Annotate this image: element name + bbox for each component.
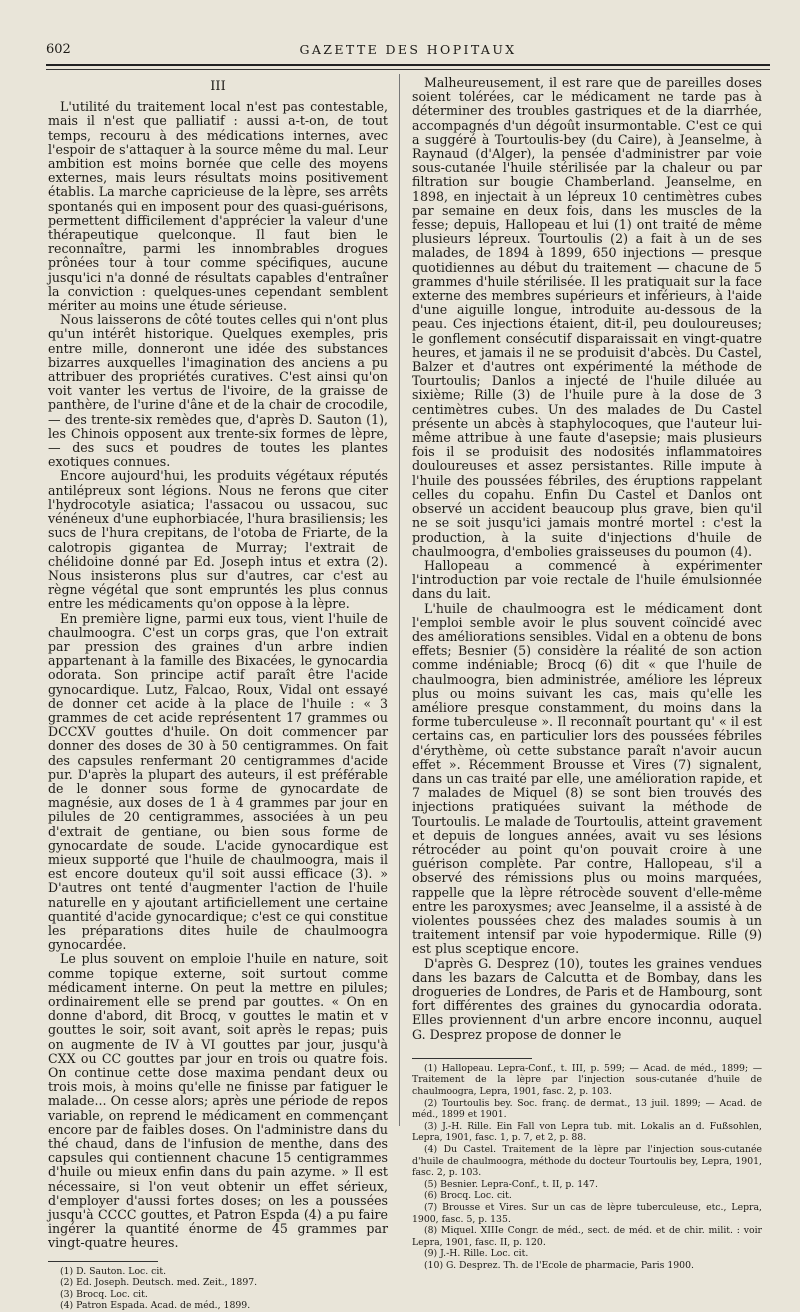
paragraph: Nous laisserons de côté toutes celles qui n'ont plus qu'un intérêt historique. Quelques exemples, pris entre mille, donneront une idée des substances bizarres auxquelles l'imagination des anciens a pu attribuer des propriétés curatives. C'est ainsi qu'on voit vanter les vertus de l'ivoire, de la graisse de panthère, de l'urine d'âne et de la chair de crocodile, — des trente-six remèdes que, d'après D. Sauton (1), les Chinois opposent aux trente-six formes de lèpre, — des sucs et poudres de toutes les plantes exotiques connues. [48, 312, 388, 470]
paragraph: Hallopeau a commencé à expérimenter l'introduction par voie rectale de l'huile émulsionnée dans du lait. [412, 557, 762, 602]
left-column [48, 76, 388, 1312]
footnote: (2) Ed. Joseph. Deutsch. med. Zeit., 1897. [60, 1277, 258, 1289]
section-heading: III [210, 79, 226, 94]
footnote: (1) Hallopeau. Lepra-Conf., t. III, p. 599; — Acad. de méd., 1899; — Traitement de la lèpre par l'injection sous-cutanée d'huile de chaulmoogra, Lepra, 1901, fasc. 2, p. 103. [412, 1062, 762, 1097]
footnote: (10) G. Desprez. Th. de l'Ecole de pharmacie, Paris 1900. [424, 1259, 694, 1271]
footnote: (7) Brousse et Vires. Sur un cas de lèpre tuberculeuse, etc., Lepra, 1900, fasc. 5, p. 135. [412, 1201, 762, 1225]
paragraph: Malheureusement, il est rare que de pareilles doses soient tolérées, car le médicament ne tarde pas à déterminer des troubles gastriques et de la diarrhée, accompagnés d'un dégoût insurmontable. C'est ce qui a suggéré à Tourtoulis-bey (du Caire), à Jeanselme, à Raynaud (d'Alger), la pensée d'administrer par voie sous-cutanée l'huile stérilisée par la chaleur ou par filtration sur bougie Chamberland. Jeanselme, en 1898, en injectait à un lépreux 10 centimètres cubes par semaine en deux fois, dans les muscles de la fesse; depuis, Hallopeau et lui (1) ont traité de même plusieurs lépreux. Tourtoulis (2) a fait à un de ses malades, de 1894 à 1899, 650 injections — presque quotidiennes au début du traitement — chacune de 5 grammes d'huile stérilisée. Il les pratiquait sur la face externe des membres supérieurs et inférieurs, à l'aide d'une aiguille longue, introduite au-dessous de la peau. Ces injections étaient, dit-il, peu douloureuses; le gonflement consécutif disparaissait en vingt-quatre heures, et jamais il ne se produisit d'abcès. Du Castel, Balzer et d'autres ont expérimenté la méthode de Tourtoulis; Danlos a injecté de l'huile diluée au sixième; Rille (3) de l'huile pure à la dose de 3 centimètres cubes. Un des malades de Du Castel présente un abcès à staphylocoques, que l'auteur lui-même attribue à une faute d'asepsie; mais plusieurs fois il se produisit des nodosités inflammatoires douloureuses et assez persistantes. Rille impute à l'huile des poussées fébriles, des éruptions rappelant celles du copahu. Enfin Du Castel et Danlos ont observé un accident beaucoup plus grave, bien qu'il ne se soit jusqu'ici jamais montré mortel : c'est la production, à la suite d'injections d'huile de chaulmoogra, d'embolies graisseuses du poumon (4). [412, 75, 762, 559]
page-number: 602 [46, 42, 71, 57]
paragraph: Encore aujourd'hui, les produits végétaux réputés antilépreux sont légions. Nous ne ferons que citer l'hydrocotyle asiatica; l'assacou ou ussacou, suc vénéneux d'une euphorbiacée, l'hura brasiliensis; les sucs de l'hura crepitans, de l'otoba de Friarte, de la calotropis gigantea de Murray; l'extrait de chélidoine donné par Ed. Joseph intus et extra (2). Nous insisterons plus sur d'autres, car c'est au règne végétal que sont empruntés les plus connus entre les médicaments qu'on oppose à la lèpre. [48, 468, 388, 612]
paragraph: En première ligne, parmi eux tous, vient l'huile de chaulmoogra. C'est un corps gras, que l'on extrait par pression des graines d'un arbre indien appartenant à la famille des Bixacées, le gynocardia odorata. Son principe actif paraît être l'acide gynocardique. Lutz, Falcao, Roux, Vidal ont essayé de donner cet acide à la place de l'huile : « 3 grammes de cet acide représentent 17 grammes ou DCCXV gouttes d'huile. On doit commencer par donner des doses de 30 à 50 centigrammes. On fait des capsules renfermant 20 centigrammes d'acide pur. D'après la plupart des auteurs, il est préférable de le donner sous forme de gynocardate de magnésie, aux doses de 1 à 4 grammes par jour en pilules de 20 centigrammes, associées à un peu d'extrait de gentiane, ou bien sous forme de gynocardate de soude. L'acide gynocardique est mieux supporté que l'huile de chaulmoogra, mais il est encore douteux qu'il soit aussi efficace (3). » D'autres ont tenté d'augmenter l'action de l'huile naturelle en y ajoutant artificiellement une certaine quantité d'acide gynocardique; c'est ce qui constitue les préparations dites huile de chaulmoogra gynocardée. [48, 610, 388, 953]
footnote: (3) J.-H. Rille. Ein Fall von Lepra tub. mit. Lokalis an d. Fußsohlen, Lepra, 1901, fasc. 1, p. 7, et 2, p. 88. [412, 1120, 762, 1144]
paragraph: D'après G. Desprez (10), toutes les graines vendues dans les bazars de Calcutta et de Bombay, dans les drogueries de Londres, de Paris et de Hambourg, sont fort différentes des graines du gynocardia odorata. Elles proviennent d'un arbre encore inconnu, auquel G. Desprez propose de donner le [412, 955, 762, 1042]
footnote-rule [48, 1261, 158, 1262]
header-rule-thick [46, 64, 770, 66]
footnote: (8) Miquel. XIIIe Congr. de méd., sect. de méd. et de chir. milit. : voir Lepra, 1901, fasc. II, p. 120. [412, 1225, 762, 1248]
footnote: (9) J.-H. Rille. Loc. cit. [424, 1248, 529, 1260]
footnote: (6) Brocq. Loc. cit. [424, 1190, 512, 1202]
journal-title: GAZETTE DES HOPITAUX [299, 42, 517, 57]
right-column [412, 75, 762, 1271]
footnote: (2) Tourtoulis bey. Soc. franç. de dermat., 13 juil. 1899; — Acad. de méd., 1899 et 1901. [412, 1097, 762, 1121]
column-divider [399, 74, 400, 1126]
footnote: (5) Besnier. Lepra-Conf., t. II, p. 147. [424, 1178, 598, 1190]
footnote: (4) Patron Espada. Acad. de méd., 1899. [60, 1300, 251, 1312]
page-header [46, 38, 770, 62]
header-rule-thin [46, 69, 770, 70]
paragraph: L'utilité du traitement local n'est pas contestable, mais il n'est que palliatif : aussi a-t-on, de tout temps, recouru à des médications internes, avec l'espoir de s'attaquer à la source même du mal. Leur ambition est moins bornée que celle des moyens externes, mais leurs résultats moins positivement établis. La marche capricieuse de la lèpre, ses arrêts spontanés qui en imposent pour des quasi-guérisons, permettent difficilement d'apprécier la valeur d'une thérapeutique quelconque. Il faut bien le reconnaître, parmi les innombrables drogues prônées tour à tour comme spécifiques, aucune jusqu'ici n'a donné de résultats capables d'entraîner la conviction : quelques-unes cependant semblent mériter au moins une étude sérieuse. [48, 99, 388, 314]
paragraph: Le plus souvent on emploie l'huile en nature, soit comme topique externe, soit surtout comme médicament interne. On peut la mettre en pilules; ordinairement elle se prend par gouttes. « On en donne d'abord, dit Brocq, v gouttes le matin et v gouttes le soir, soit avant, soit après le repas; puis on augmente de IV à VI gouttes par jour, jusqu'à CXX ou CC gouttes par jour en trois ou quatre fois. On continue cette dose maxima pendant deux ou trois mois, à moins qu'elle ne finisse par fatiguer le malade... On cesse alors; après une période de repos variable, on reprend le médicament en commençant encore par de faibles doses. On l'administre dans du thé chaud, dans de l'infusion de menthe, dans des capsules qui contiennent chacune 15 centigrammes d'huile ou mieux enfin dans du pain azyme. » Il est nécessaire, si l'on veut obtenir un effet sérieux, d'employer d'aussi fortes doses; on les a poussées jusqu'à CCCC gouttes, et Patron Espda (4) a pu faire ingérer la quantité énorme de 45 grammes par vingt-quatre heures. [48, 951, 388, 1251]
footnote: (3) Brocq. Loc. cit. [60, 1288, 148, 1300]
paragraph: L'huile de chaulmoogra est le médicament dont l'emploi semble avoir le plus souvent coïncidé avec des améliorations sensibles. Vidal en a obtenu de bons effets; Besnier (5) considère la réalité de son action comme indéniable; Brocq (6) dit « que l'huile de chaulmoogra, bien administrée, améliore les lépreux plus ou moins suivant les cas, mais qu'elle les améliore presque constamment, du moins dans la forme tuberculeuse ». Il reconnaît pourtant qu' « il est certains cas, en particulier lors des poussées fébriles d'érythème, où cette substance paraît n'avoir aucun effet ». Récemment Brousse et Vires (7) signalent, dans un cas traité par elle, une amélioration rapide, et 7 malades de Miquel (8) se sont bien trouvés des injections pratiquées suivant la méthode de Tourtoulis. Le malade de Tourtoulis, atteint gravement et depuis de longues années, avait vu ses lésions rétrocéder au point qu'on pouvait croire à une guérison complète. Par contre, Hallopeau, s'il a observé des rémissions plus ou moins marquées, rappelle que la lèpre rétrocède souvent d'elle-même entre les paroxysmes; avec Jeanselme, il a assisté à de violentes poussées chez des malades soumis à un traitement intensif par voie hypodermique. Rille (9) est plus sceptique encore. [412, 600, 762, 957]
footnote: (4) Du Castel. Traitement de la lèpre par l'injection sous-cutanée d'huile de chaulmoogra, méthode du docteur Tourtoulis bey, Lepra, 1901, fasc. 2, p. 103. [412, 1143, 762, 1179]
footnote: (1) D. Sauton. Loc. cit. [60, 1265, 167, 1277]
footnote-rule [412, 1058, 532, 1059]
